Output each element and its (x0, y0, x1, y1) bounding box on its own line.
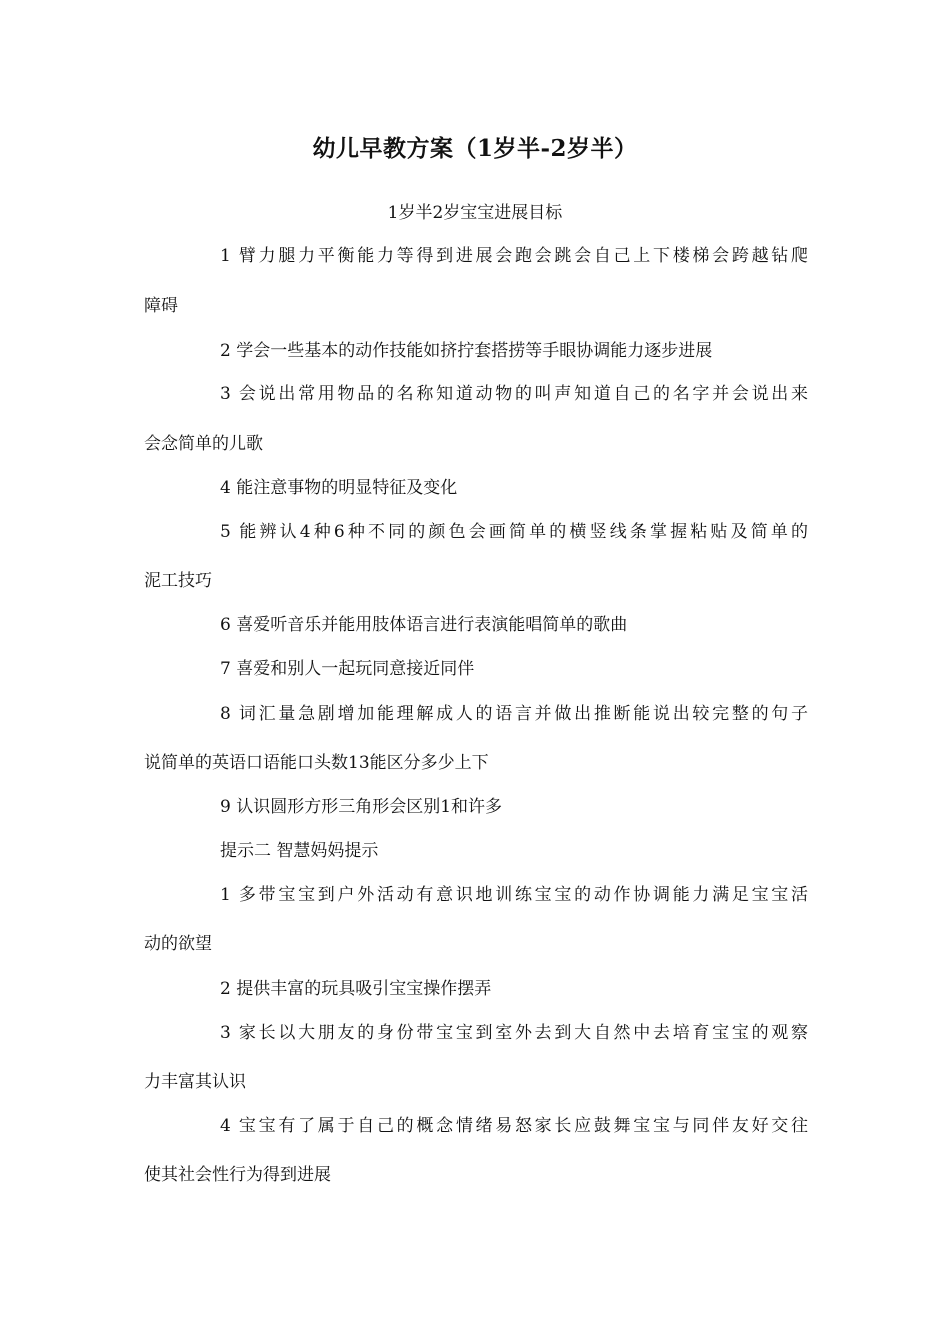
goal-item-8: 8 词汇量急剧增加能理解成人的语言并做出推断能说出较完整的句子 (220, 704, 808, 724)
goal-item-7: 7 喜爱和别人一起玩同意接近同伴 (220, 659, 475, 679)
goal-item-2: 2 学会一些基本的动作技能如挤拧套搭捞等手眼协调能力逐步进展 (220, 341, 713, 361)
tip-item-4-continuation: 使其社会性行为得到进展 (144, 1165, 331, 1185)
goal-item-1-continuation: 障碍 (144, 296, 178, 316)
tip-item-1: 1 多带宝宝到户外活动有意识地训练宝宝的动作协调能力满足宝宝活 (220, 885, 808, 905)
tip-item-4: 4 宝宝有了属于自己的概念情绪易怒家长应鼓舞宝宝与同伴友好交往 (220, 1116, 808, 1136)
goal-item-1: 1 臂力腿力平衡能力等得到进展会跑会跳会自己上下楼梯会跨越钻爬 (220, 246, 808, 266)
tip-item-3: 3 家长以大朋友的身份带宝宝到室外去到大自然中去培育宝宝的观察 (220, 1023, 808, 1043)
goal-item-3-continuation: 会念简单的儿歌 (144, 434, 263, 454)
goal-item-8-continuation: 说简单的英语口语能口头数13能区分多少上下 (144, 753, 489, 773)
goal-item-3: 3 会说出常用物品的名称知道动物的叫声知道自己的名字并会说出来 (220, 384, 808, 404)
goal-item-9: 9 认识圆形方形三角形会区别1和许多 (220, 797, 503, 817)
goal-item-5: 5 能辨认4种6种不同的颜色会画简单的横竖线条掌握粘贴及简单的 (220, 522, 808, 542)
tip-item-1-continuation: 动的欲望 (144, 934, 212, 954)
section-heading-tips: 提示二 智慧妈妈提示 (220, 841, 379, 861)
tip-item-2: 2 提供丰富的玩具吸引宝宝操作摆弄 (220, 979, 492, 999)
document-title: 幼儿早教方案（1岁半-2岁半） (312, 135, 638, 162)
goal-item-4: 4 能注意事物的明显特征及变化 (220, 478, 458, 498)
section-heading-goals: 1岁半2岁宝宝进展目标 (387, 203, 563, 223)
goal-item-6: 6 喜爱听音乐并能用肢体语言进行表演能唱简单的歌曲 (220, 615, 628, 635)
goal-item-5-continuation: 泥工技巧 (144, 571, 212, 591)
tip-item-3-continuation: 力丰富其认识 (144, 1072, 246, 1092)
